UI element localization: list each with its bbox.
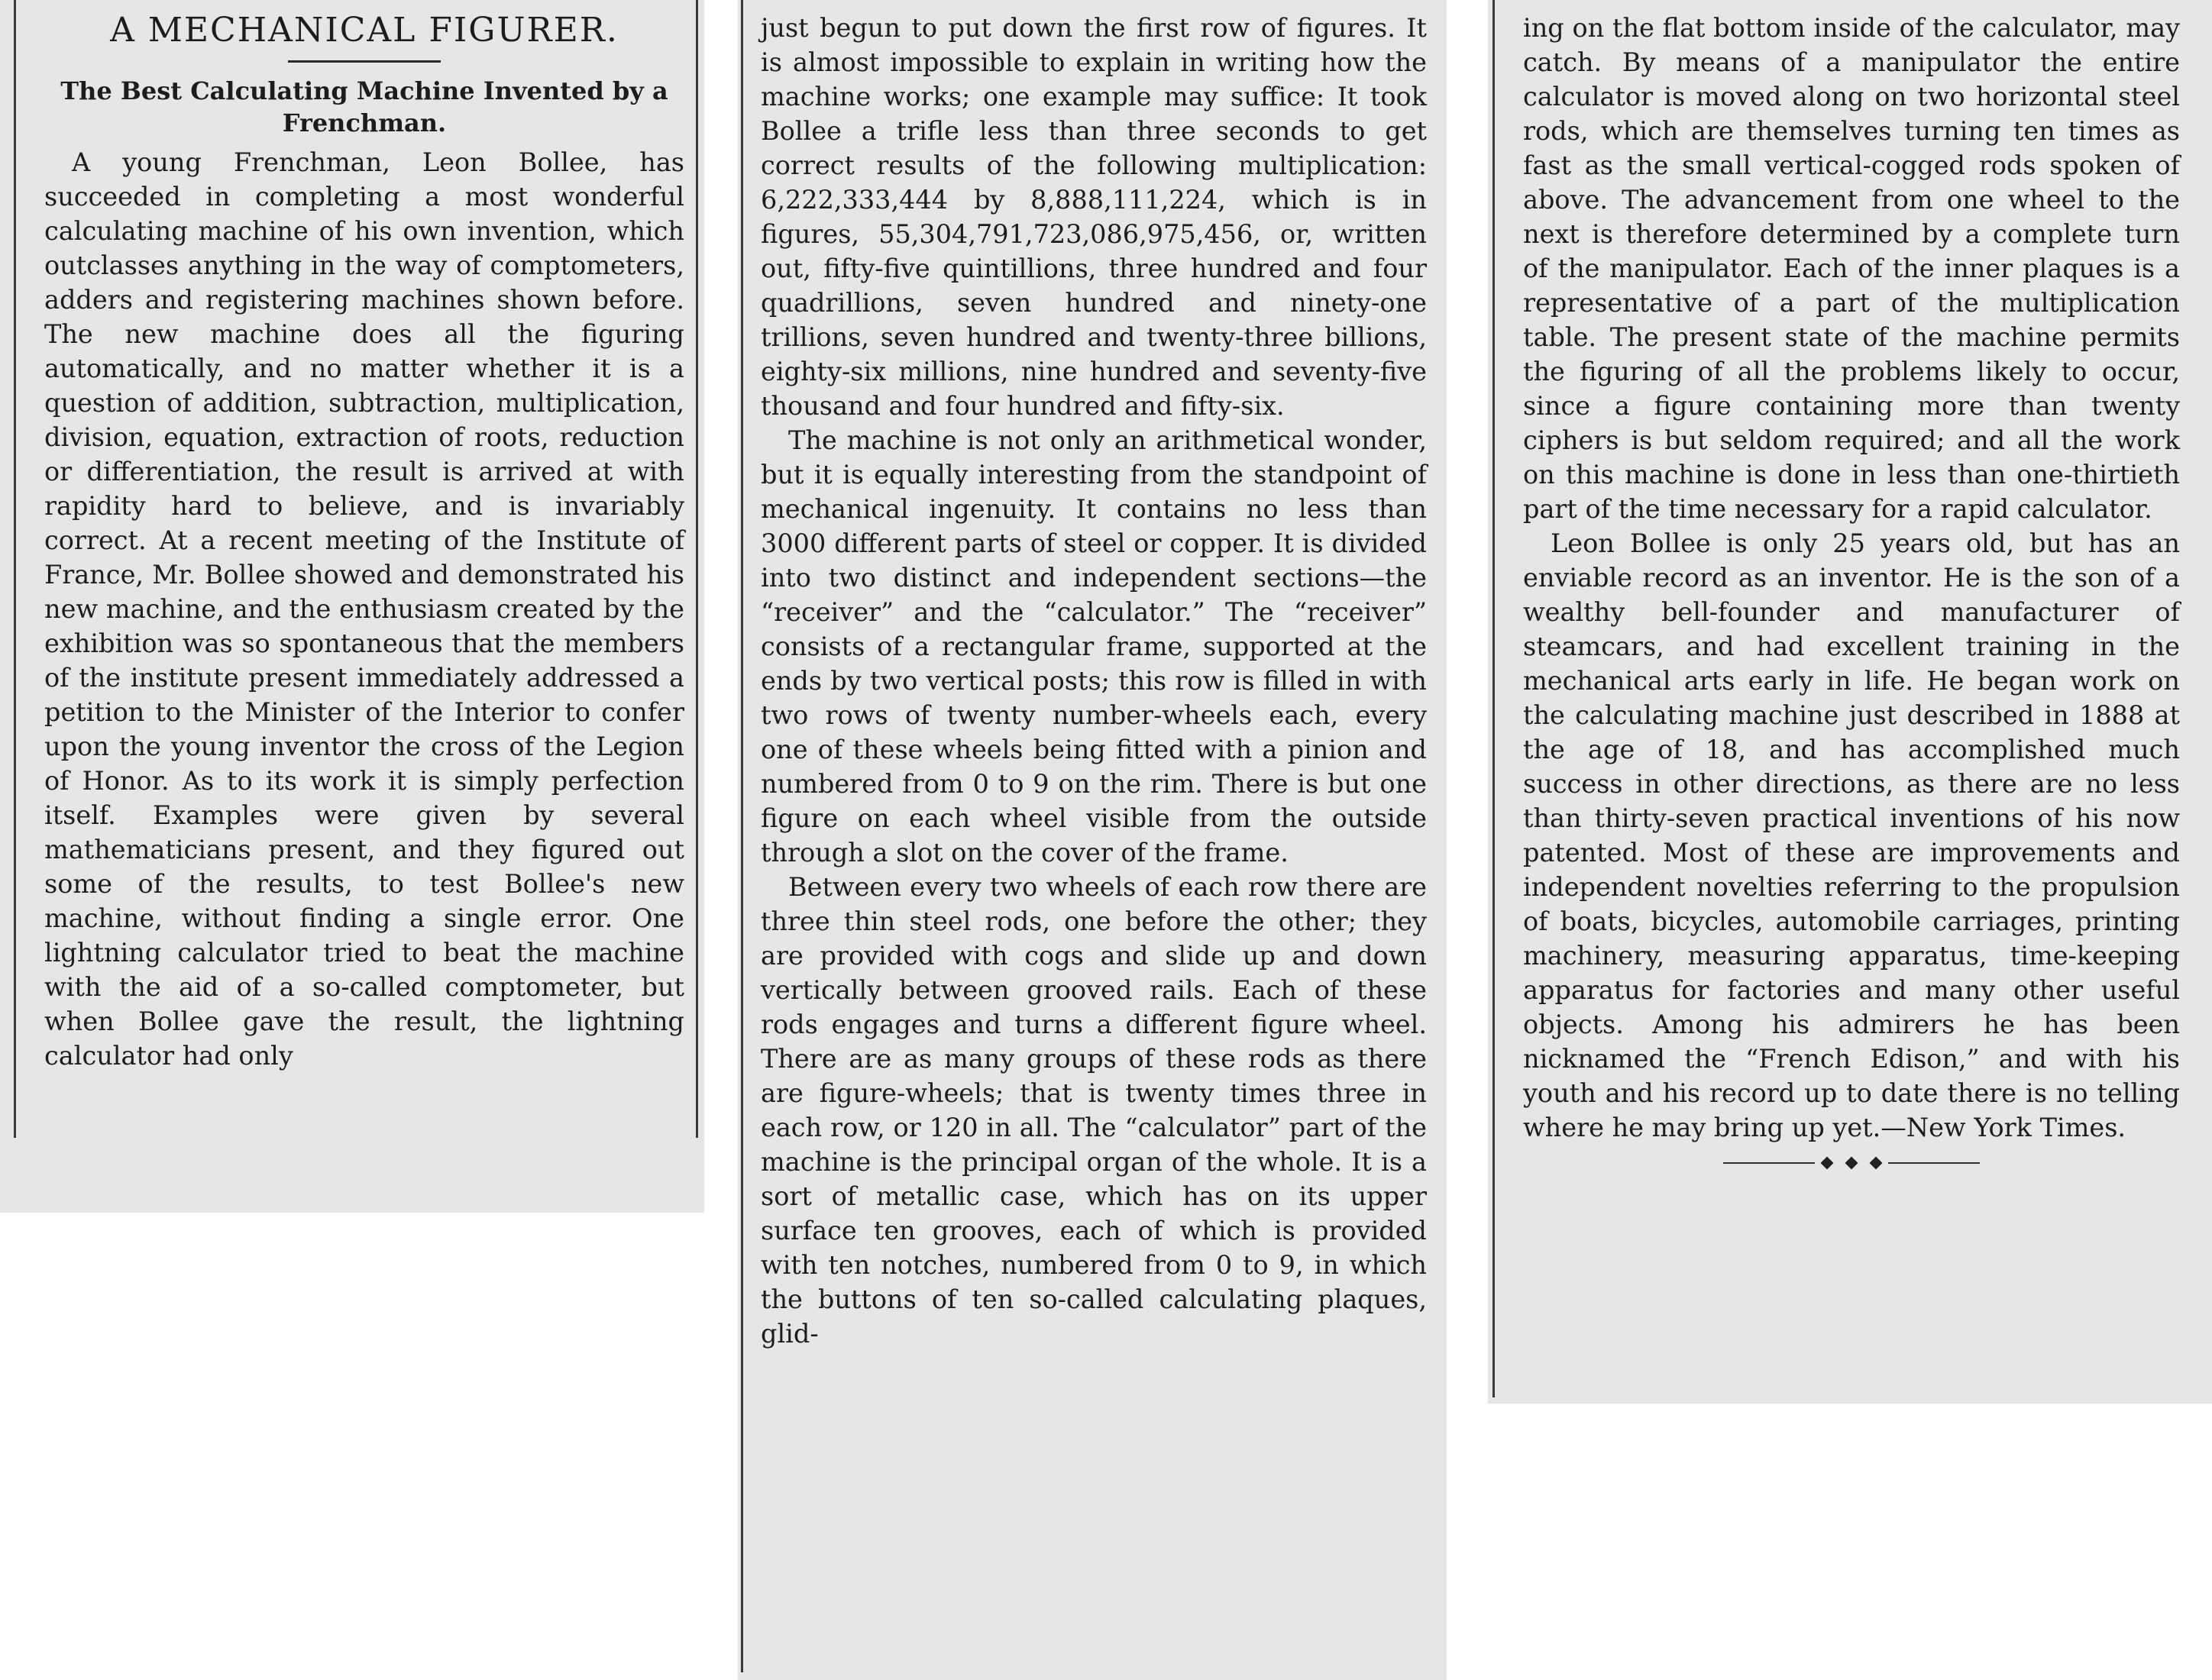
article-subhead: The Best Calculating Machine Invented by a Frenchman. (60, 76, 668, 137)
column-1-body (44, 11, 684, 1073)
column-2-body (761, 11, 1427, 1351)
column-rule-left (1492, 0, 1495, 1397)
paragraph: The machine is not only an arithmetical wonder, but it is equally interesting from the standpoint of mechanical ingenuity. It contains no less than 3000 different parts of steel or copper. It is divided into two distinct and independent sections—the “receiver” and the “calculator.” The “receiver” consists of a rectangular frame, supported at the ends by two vertical posts; this row is filled in with two rows of twenty number-wheels each, every one of these wheels being fitted with a pinion and numbered from 0 to 9 on the rim. There is but one figure on each wheel visible from the outside through a slot on the cover of the frame. (761, 425, 1427, 867)
column-2 (738, 0, 1447, 1680)
paragraph: Between every two wheels of each row there are three thin steel rods, one before the other; they are provided with cogs and slide up and down vertically between grooved rails. Each of these rods engages and turns a different figure wheel. There are as many groups of these rods as there are figure-wheels; that is twenty times three in each row, or 120 in all. The “calculator” part of the machine is the principal organ of the whole. It is a sort of metallic case, which has on its upper surface ten grooves, each of which is provided with ten notches, numbered from 0 to 9, in which the buttons of ten so-called calculating plaques, glid- (761, 872, 1427, 1349)
column-3 (1488, 0, 2212, 1404)
column-rule-left (14, 0, 16, 1138)
article-headline: A MECHANICAL FIGURER. (110, 11, 619, 50)
column-3-body (1523, 11, 2180, 1168)
paragraph: A young Frenchman, Leon Bollee, has succeeded in completing a most wonderful calculating machine of his own invention, which outclasses anything in the way of comptometers, adders and registering machines shown before. The new machine does all the figuring automatically, and no matter whether it is a question of addition, subtraction, multiplication, division, equation, extraction of roots, reduction or differentiation, the result is arrived at with rapidity hard to believe, and is invariably correct. At a recent meeting of the Institute of France, Mr. Bollee showed and demonstrated his new machine, and the enthusiasm created by the exhibition was so spontaneous that the members of the institute present immediately addressed a petition to the Minister of the Interior to confer upon the young inventor the cross of the Legion of Honor. As to its work it is simply perfection itself. Examples were given by several mathematicians present, and they figured out some of the results, to test Bollee's new machine, without finding a single error. One lightning calculator tried to beat the machine with the aid of a so-called comptometer, but when Bollee gave the result, the lightning calculator had only (44, 147, 684, 1071)
paragraph: Leon Bollee is only 25 years old, but has an enviable record as an inventor. He is the son of a wealthy bell-founder and manufacturer of steamcars, and had excellent training in the mechanical arts early in life. He began work on the calculating machine just described in 1888 at the age of 18, and has accomplished much success in other directions, as there are no less than thirty-seven practical inventions of his now patented. Most of these are improvements and independent novelties referring to the propulsion of boats, bicycles, automobile carriages, printing machinery, measuring apparatus, time-keeping apparatus for factories and many other useful objects. Among his admirers he has been nicknamed the “French Edison,” and with his youth and his record up to date there is no telling where he may bring up yet.—New York Times. (1523, 528, 2180, 1142)
column-rule-left (741, 0, 743, 1672)
column-1 (0, 0, 704, 1213)
headline-divider (288, 60, 441, 63)
paragraph: just begun to put down the first row of figures. It is almost impossible to explain in writing how the machine works; one example may suffice: It took Bollee a trifle less than three seconds to get correct results of the following multiplication: 6,222,333,444 by 8,888,111,224, which is in figures, 55,304,791,723,086,975,456, or, written out, fifty-five quintillions, three hundred and four quadrillions, seven hundred and ninety-one trillions, seven hundred and twenty-three billions, eighty-six millions, nine hundred and seventy-five thousand and four hundred and fifty-six. (761, 13, 1427, 421)
ornament-diamond-icon (1870, 1157, 1883, 1170)
column-rule-right (696, 0, 698, 1138)
paragraph: ing on the flat bottom inside of the calculator, may catch. By means of a manipulator the entire calculator is moved along on two horizontal steel rods, which are themselves turning ten times as fast as the small vertical-cogged rods spoken of above. The advancement from one wheel to the next is therefore determined by a complete turn of the manipulator. Each of the inner plaques is a representative of a part of the multiplication table. The present state of the machine permits the figuring of all the problems likely to occur, since a figure containing more than twenty ciphers is but seldom required; and all the work on this machine is done in less than one-thirtieth part of the time necessary for a rapid calculator. (1523, 13, 2180, 524)
ornament-diamond-icon (1845, 1157, 1858, 1170)
ornament-diamond-icon (1821, 1157, 1834, 1170)
ornament-line (1888, 1162, 1980, 1164)
ornament-line (1723, 1162, 1815, 1164)
end-ornament (1523, 1158, 2180, 1168)
